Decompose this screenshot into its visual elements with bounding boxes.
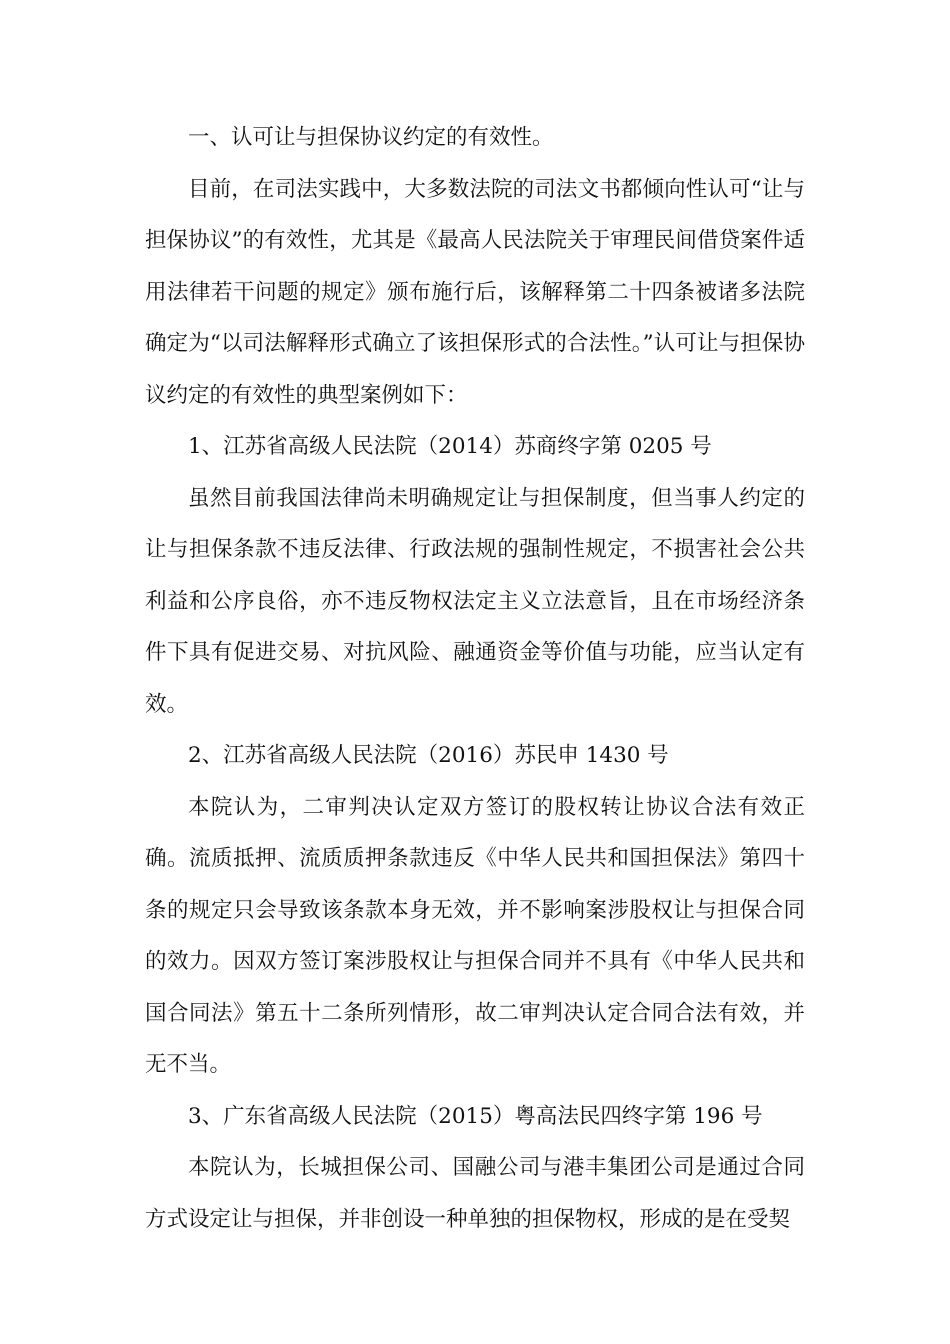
case-1-title: 1、江苏省高级人民法院（2014）苏商终字第 0205 号: [188, 434, 712, 459]
intro-paragraph: 目前，在司法实践中，大多数法院的司法文书都倾向性认可“让与担保协议”的有效性，尤其是《最高人民法院关于审理民间借贷案件适用法律若干问题的规定》颁布施行后，该解释第二十四条被诸多法院确定为“以司法解释形式确立了该担保形式的合法性。”认可让与担保协议约定的有效性的典型案例如下：: [145, 176, 805, 408]
case-2-title: 2、江苏省高级人民法院（2016）苏民申 1430 号: [188, 743, 669, 768]
case-2-body: 本院认为，二审判决认定双方签订的股权转让协议合法有效正确。流质抵押、流质质押条款违反《中华人民共和国担保法》第四十条的规定只会导致该条款本身无效，并不影响案涉股权让与担保合同的效力。因双方签订案涉股权让与担保合同并不具有《中华人民共和国合同法》第五十二条所列情形，故二审判决认定合同合法有效，并无不当。: [145, 794, 805, 1077]
section-heading: 一、认可让与担保协议约定的有效性。: [188, 125, 554, 150]
case-3-body: 本院认为，长城担保公司、国融公司与港丰集团公司是通过合同方式设定让与担保，并非创设一种单独的担保物权，形成的是在受契: [145, 1155, 805, 1232]
case-3-title: 3、广东省高级人民法院（2015）粤高法民四终字第 196 号: [188, 1103, 763, 1129]
case-1-body: 虽然目前我国法律尚未明确规定让与担保制度，但当事人约定的让与担保条款不违反法律、行政法规的强制性规定，不损害社会公共利益和公序良俗，亦不违反物权法定主义立法意旨，且在市场经济条件下具有促进交易、对抗风险、融通资金等价值与功能，应当认定有效。: [145, 485, 805, 717]
